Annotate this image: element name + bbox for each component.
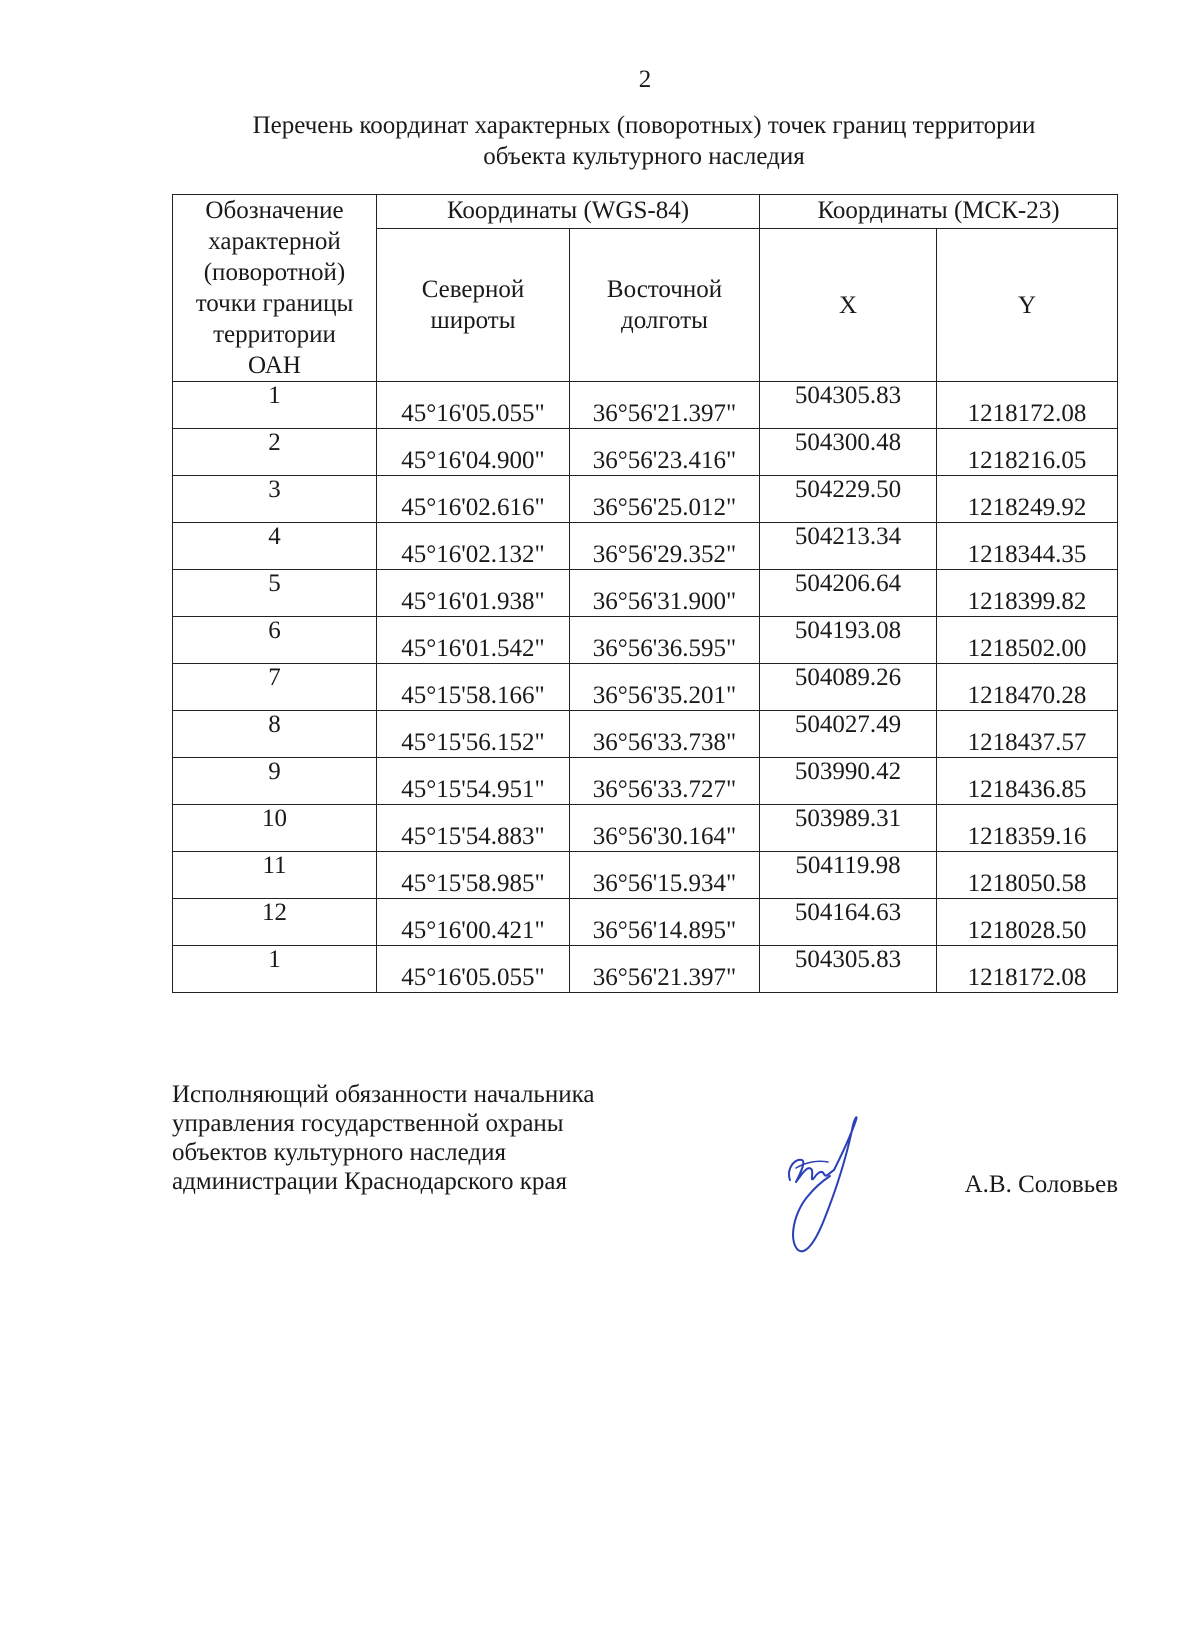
handwritten-signature <box>780 1112 880 1262</box>
signer-position-line: объектов культурного наследия <box>172 1139 506 1166</box>
document-title <box>172 110 1116 172</box>
y-coordinate-cell: 1218050.58 <box>937 852 1118 899</box>
y-coordinate-cell: 1218437.57 <box>937 711 1118 758</box>
document-title-line: Перечень координат характерных (поворотных) точек границ территории <box>252 112 1036 139</box>
point-number-cell: 10 <box>173 805 377 852</box>
header-point-designation <box>173 195 377 382</box>
longitude-cell: 36°56'30.164" <box>570 805 760 852</box>
table-row <box>173 429 1118 476</box>
longitude-cell: 36°56'35.201" <box>570 664 760 711</box>
point-number-cell: 5 <box>173 570 377 617</box>
y-coordinate-cell: 1218470.28 <box>937 664 1118 711</box>
latitude-cell: 45°16'04.900" <box>377 429 570 476</box>
y-coordinate-cell: 1218502.00 <box>937 617 1118 664</box>
point-number-cell: 9 <box>173 758 377 805</box>
header-text: территории <box>213 321 336 348</box>
header-x: X <box>760 229 937 382</box>
y-coordinate-cell: 1218359.16 <box>937 805 1118 852</box>
y-coordinate-cell: 1218172.08 <box>937 946 1118 993</box>
point-number-cell: 3 <box>173 476 377 523</box>
header-text: точки границы <box>195 290 354 317</box>
table-row <box>173 805 1118 852</box>
latitude-cell: 45°16'01.542" <box>377 617 570 664</box>
table-row <box>173 711 1118 758</box>
table-row <box>173 523 1118 570</box>
signer-position-line: администрации Краснодарского края <box>172 1168 568 1195</box>
table-row <box>173 946 1118 993</box>
signer-position-line: Исполняющий обязанности начальника <box>172 1081 595 1108</box>
signatory-name: А.В. Соловьев <box>964 1171 1118 1198</box>
table-body <box>173 382 1118 993</box>
x-coordinate-cell: 504213.34 <box>760 523 937 570</box>
y-coordinate-cell: 1218436.85 <box>937 758 1118 805</box>
header-text: Обозначение <box>205 197 344 224</box>
header-wgs84-group: Координаты (WGS-84) <box>377 195 760 229</box>
y-coordinate-cell: 1218028.50 <box>937 899 1118 946</box>
header-msk23-group: Координаты (МСК-23) <box>760 195 1118 229</box>
point-number-cell: 6 <box>173 617 377 664</box>
point-number-cell: 1 <box>173 382 377 429</box>
table-row <box>173 617 1118 664</box>
header-text: характерной <box>208 228 341 255</box>
point-number-cell: 1 <box>173 946 377 993</box>
x-coordinate-cell: 504206.64 <box>760 570 937 617</box>
x-coordinate-cell: 504089.26 <box>760 664 937 711</box>
longitude-cell: 36°56'36.595" <box>570 617 760 664</box>
coordinates-table <box>172 194 1118 993</box>
longitude-cell: 36°56'33.738" <box>570 711 760 758</box>
y-coordinate-cell: 1218399.82 <box>937 570 1118 617</box>
header-text: Северной <box>421 276 525 303</box>
latitude-cell: 45°16'05.055" <box>377 382 570 429</box>
x-coordinate-cell: 504229.50 <box>760 476 937 523</box>
latitude-cell: 45°15'54.883" <box>377 805 570 852</box>
header-text: ОАН <box>248 352 301 379</box>
point-number-cell: 2 <box>173 429 377 476</box>
longitude-cell: 36°56'14.895" <box>570 899 760 946</box>
x-coordinate-cell: 503990.42 <box>760 758 937 805</box>
point-number-cell: 12 <box>173 899 377 946</box>
x-coordinate-cell: 504193.08 <box>760 617 937 664</box>
x-coordinate-cell: 504119.98 <box>760 852 937 899</box>
point-number-cell: 11 <box>173 852 377 899</box>
x-coordinate-cell: 503989.31 <box>760 805 937 852</box>
latitude-cell: 45°15'56.152" <box>377 711 570 758</box>
table-row <box>173 476 1118 523</box>
y-coordinate-cell: 1218216.05 <box>937 429 1118 476</box>
x-coordinate-cell: 504164.63 <box>760 899 937 946</box>
x-coordinate-cell: 504305.83 <box>760 382 937 429</box>
latitude-cell: 45°16'01.938" <box>377 570 570 617</box>
latitude-cell: 45°16'00.421" <box>377 899 570 946</box>
table-row <box>173 664 1118 711</box>
header-latitude <box>377 229 570 382</box>
latitude-cell: 45°15'58.166" <box>377 664 570 711</box>
longitude-cell: 36°56'29.352" <box>570 523 760 570</box>
y-coordinate-cell: 1218344.35 <box>937 523 1118 570</box>
point-number-cell: 4 <box>173 523 377 570</box>
header-text: широты <box>430 307 516 334</box>
x-coordinate-cell: 504300.48 <box>760 429 937 476</box>
table-row <box>173 852 1118 899</box>
header-text: долготы <box>621 307 708 334</box>
point-number-cell: 8 <box>173 711 377 758</box>
latitude-cell: 45°16'05.055" <box>377 946 570 993</box>
x-coordinate-cell: 504027.49 <box>760 711 937 758</box>
longitude-cell: 36°56'21.397" <box>570 946 760 993</box>
longitude-cell: 36°56'33.727" <box>570 758 760 805</box>
table-row <box>173 382 1118 429</box>
signer-position-line: управления государственной охраны <box>172 1110 564 1137</box>
latitude-cell: 45°15'54.951" <box>377 758 570 805</box>
document-title-line: объекта культурного наследия <box>483 143 805 170</box>
longitude-cell: 36°56'25.012" <box>570 476 760 523</box>
page-number: 2 <box>638 66 652 93</box>
latitude-cell: 45°16'02.132" <box>377 523 570 570</box>
y-coordinate-cell: 1218249.92 <box>937 476 1118 523</box>
longitude-cell: 36°56'31.900" <box>570 570 760 617</box>
latitude-cell: 45°16'02.616" <box>377 476 570 523</box>
header-y: Y <box>937 229 1118 382</box>
table-row <box>173 899 1118 946</box>
table-row <box>173 570 1118 617</box>
longitude-cell: 36°56'23.416" <box>570 429 760 476</box>
x-coordinate-cell: 504305.83 <box>760 946 937 993</box>
signer-position <box>172 1080 632 1196</box>
header-text: (поворотной) <box>203 259 346 286</box>
y-coordinate-cell: 1218172.08 <box>937 382 1118 429</box>
header-longitude <box>570 229 760 382</box>
point-number-cell: 7 <box>173 664 377 711</box>
longitude-cell: 36°56'21.397" <box>570 382 760 429</box>
header-text: Восточной <box>606 276 723 303</box>
latitude-cell: 45°15'58.985" <box>377 852 570 899</box>
table-row <box>173 758 1118 805</box>
longitude-cell: 36°56'15.934" <box>570 852 760 899</box>
